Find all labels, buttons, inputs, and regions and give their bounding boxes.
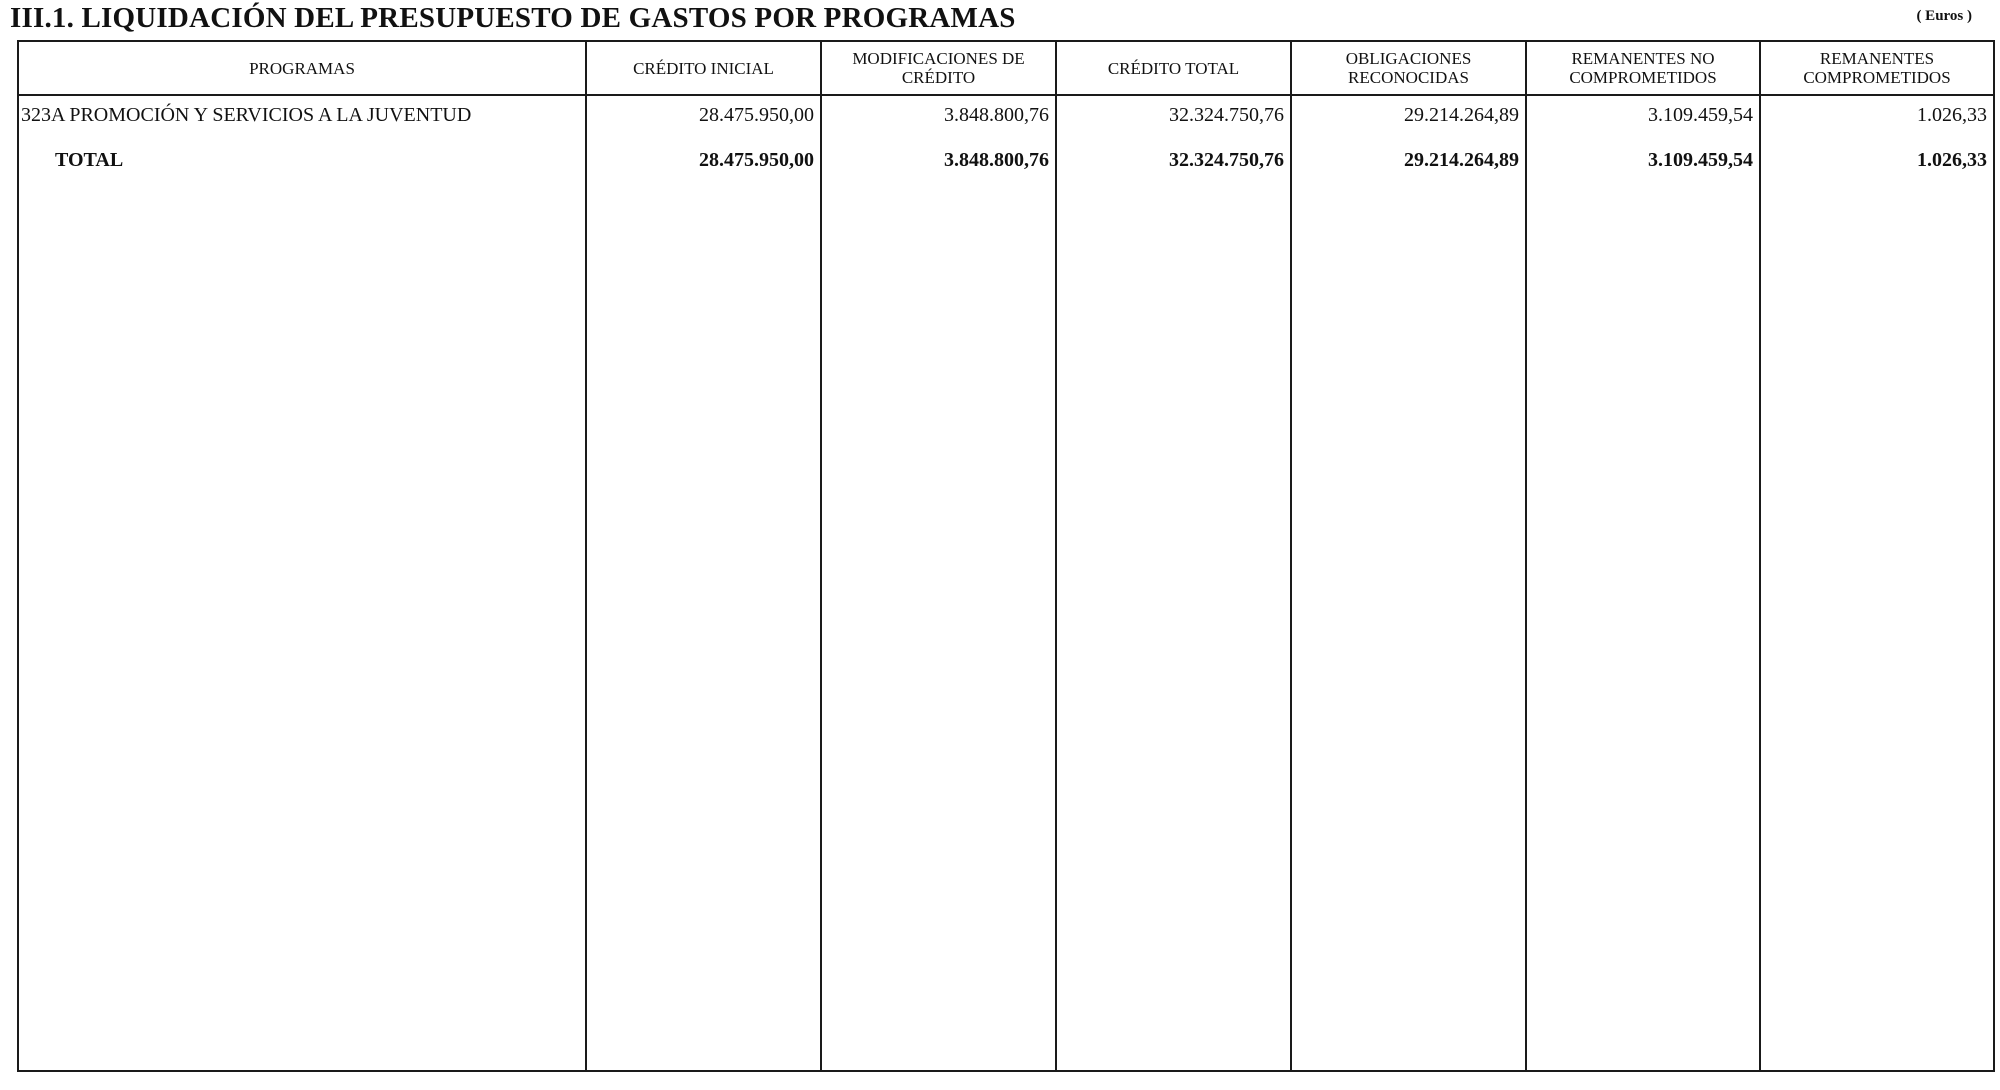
table-row-remanentes: 1.026,33 <box>1917 103 1987 126</box>
total-remanentes-no: 3.109.459,54 <box>1648 148 1753 171</box>
total-credito-total: 32.324.750,76 <box>1169 148 1284 171</box>
table-row-obligaciones: 29.214.264,89 <box>1404 103 1519 126</box>
column-divider <box>820 42 822 1070</box>
budget-table <box>17 40 1995 1072</box>
header-credito-total: CRÉDITO TOTAL <box>1107 58 1240 78</box>
table-row-credito-inicial: 28.475.950,00 <box>699 103 814 126</box>
total-obligaciones: 29.214.264,89 <box>1404 148 1519 171</box>
total-remanentes: 1.026,33 <box>1917 148 1987 171</box>
column-divider <box>585 42 587 1070</box>
header-remanentes-no: REMANENTES NO COMPROMETIDOS <box>1569 49 1717 87</box>
header-remanentes: REMANENTES COMPROMETIDOS <box>1803 49 1951 87</box>
column-divider <box>1290 42 1292 1070</box>
header-credito-inicial: CRÉDITO INICIAL <box>633 58 774 78</box>
table-row-programa: 323A PROMOCIÓN Y SERVICIOS A LA JUVENTUD <box>21 103 472 126</box>
page-title: III.1. LIQUIDACIÓN DEL PRESUPUESTO DE GASTOS POR PROGRAMAS <box>10 2 1016 34</box>
column-divider <box>1525 42 1527 1070</box>
column-divider <box>1055 42 1057 1070</box>
column-divider <box>1759 42 1761 1070</box>
total-modificaciones: 3.848.800,76 <box>944 148 1049 171</box>
header-programas: PROGRAMAS <box>249 58 355 78</box>
table-row-modificaciones: 3.848.800,76 <box>944 103 1049 126</box>
header-divider <box>19 94 1993 96</box>
total-label: TOTAL <box>55 148 124 171</box>
total-credito-inicial: 28.475.950,00 <box>699 148 814 171</box>
table-row-remanentes-no: 3.109.459,54 <box>1648 103 1753 126</box>
header-obligaciones: OBLIGACIONES RECONOCIDAS <box>1345 49 1472 87</box>
units-label: ( Euros ) <box>1916 8 1972 24</box>
table-row-credito-total: 32.324.750,76 <box>1169 103 1284 126</box>
header-modificaciones: MODIFICACIONES DE CRÉDITO <box>852 49 1025 87</box>
